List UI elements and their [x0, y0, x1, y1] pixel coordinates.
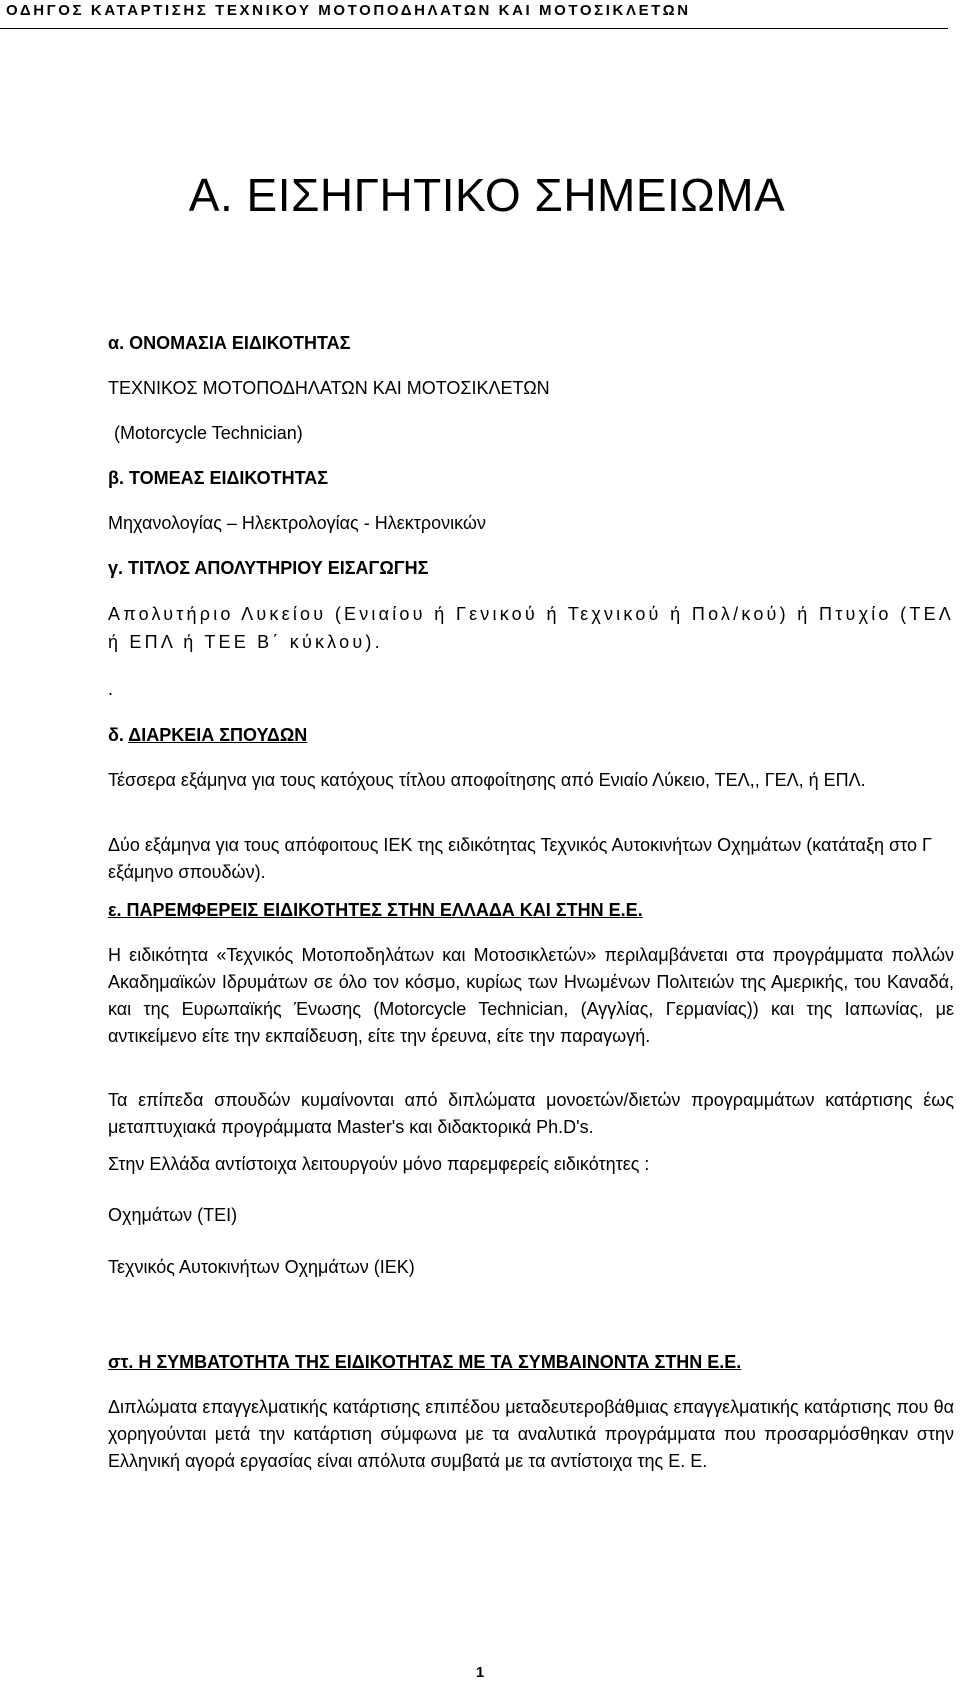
section-d-heading [108, 722, 954, 749]
page-number: 1 [475, 1664, 485, 1681]
specialty-english-name: (Motorcycle Technician) [114, 423, 303, 443]
section-e-heading: ε. ΠΑΡΕΜΦΕΡΕΙΣ ΕΙΔΙΚΟΤΗΤΕΣ ΣΤΗΝ ΕΛΛΑΔΑ ΚΑΙ ΣΤΗΝ Ε.Ε. [108, 900, 643, 920]
admission-title-text: Απολυτήριο Λυκείου (Ενιαίου ή Γενικού ή Τεχνικού ή Πολ/κού) ή Πτυχίο (ΤΕΛ ή ΕΠΛ ή ΤΕΕ Β΄ κύκλου). [108, 604, 954, 652]
stray-dot: . [108, 679, 114, 699]
running-header: ΟΔΗΓΟΣ ΚΑΤΑΡΤΙΣΗΣ ΤΕΧΝΙΚΟΥ ΜΟΤΟΠΟΔΗΛΑΤΩΝ ΚΑΙ ΜΟΤΟΣΙΚΛΕΤΩΝ [6, 2, 691, 19]
specialty-name: ΤΕΧΝΙΚΟΣ ΜΟΤΟΠΟΔΗΛΑΤΩΝ ΚΑΙ ΜΟΤΟΣΙΚΛΕΤΩΝ [108, 378, 550, 398]
header-rule [0, 28, 948, 29]
section-d-prefix: δ. [108, 725, 124, 745]
related-paragraph-2: Τα επίπεδα σπουδών κυμαίνονται από διπλώματα μονοετών/διετών προγραμμάτων κατάρτισης έως μεταπτυχιακά προγράμματα Master's και διδακτορικά Ph.D's. [108, 1090, 954, 1137]
compatibility-paragraph: Διπλώματα επαγγελματικής κατάρτισης επιπέδου μεταδευτεροβάθμιας επαγγελματικής κατάρτισης που θα χορηγούνται μετά την κατάρτιση σύμφωνα με τα αναλυτικά προγράμματα που προσαρμόσθηκαν στην Ελληνική αγορά εργασίας είναι απόλυτα συμβατά με τα αντίστοιχα της Ε. Ε. [108, 1397, 954, 1471]
section-b-heading: β. ΤΟΜΕΑΣ ΕΙΔΙΚΟΤΗΤΑΣ [108, 468, 329, 488]
related-paragraph-1: Η ειδικότητα «Τεχνικός Μοτοποδηλάτων και Μοτοσικλετών» περιλαμβάνεται στα προγράμματα πολλών Ακαδημαϊκών Ιδρυμάτων σε όλο τον κόσμο, κυρίως των Ηνωμένων Πολιτειών της Αμερικής, του Καναδά, και της Ευρωπαϊκής Ένωσης (Motorcycle Technician, (Αγγλίας, Γερμανίας)) και της Ιαπωνίας, με αντικείμενο είτε την εκπαίδευση, είτε την έρευνα, είτε την παραγωγή. [108, 945, 954, 1046]
related-item-1: Οχημάτων (ΤΕΙ) [108, 1205, 238, 1225]
section-a-heading: α. ΟΝΟΜΑΣΙΑ ΕΙΔΙΚΟΤΗΤΑΣ [108, 333, 351, 353]
related-paragraph-3: Στην Ελλάδα αντίστοιχα λειτουργούν μόνο παρεμφερείς ειδικότητες : [108, 1154, 650, 1174]
document-title: Α. ΕΙΣΗΓΗΤΙΚΟ ΣΗΜΕΙΩΜΑ [188, 169, 786, 221]
duration-paragraph-1: Τέσσερα εξάμηνα για τους κατόχους τίτλου αποφοίτησης από Ενιαίο Λύκειο, ΤΕΛ,, ΓΕΛ, ή ΕΠΛ. [108, 770, 866, 790]
section-f-heading: στ. Η ΣΥΜΒΑΤΟΤΗΤΑ ΤΗΣ ΕΙΔΙΚΟΤΗΤΑΣ ΜΕ ΤΑ ΣΥΜΒΑΙΝΟΝΤΑ ΣΤΗΝ Ε.Ε. [108, 1352, 742, 1372]
section-d-title: ΔΙΑΡΚΕΙΑ ΣΠΟΥΔΩΝ [128, 725, 308, 745]
sector-text: Μηχανολογίας – Ηλεκτρολογίας - Ηλεκτρονικών [108, 513, 486, 533]
duration-paragraph-2: Δύο εξάμηνα για τους απόφοιτους ΙΕΚ της ειδικότητας Τεχνικός Αυτοκινήτων Οχημάτων (κατάταξη στο Γ εξάμηνο σπουδών). [108, 835, 932, 882]
related-item-2: Τεχνικός Αυτοκινήτων Οχημάτων (ΙΕΚ) [108, 1257, 415, 1277]
section-c-heading: γ. ΤΙΤΛΟΣ ΑΠΟΛΥΤΗΡΙΟΥ ΕΙΣΑΓΩΓΗΣ [108, 558, 429, 578]
